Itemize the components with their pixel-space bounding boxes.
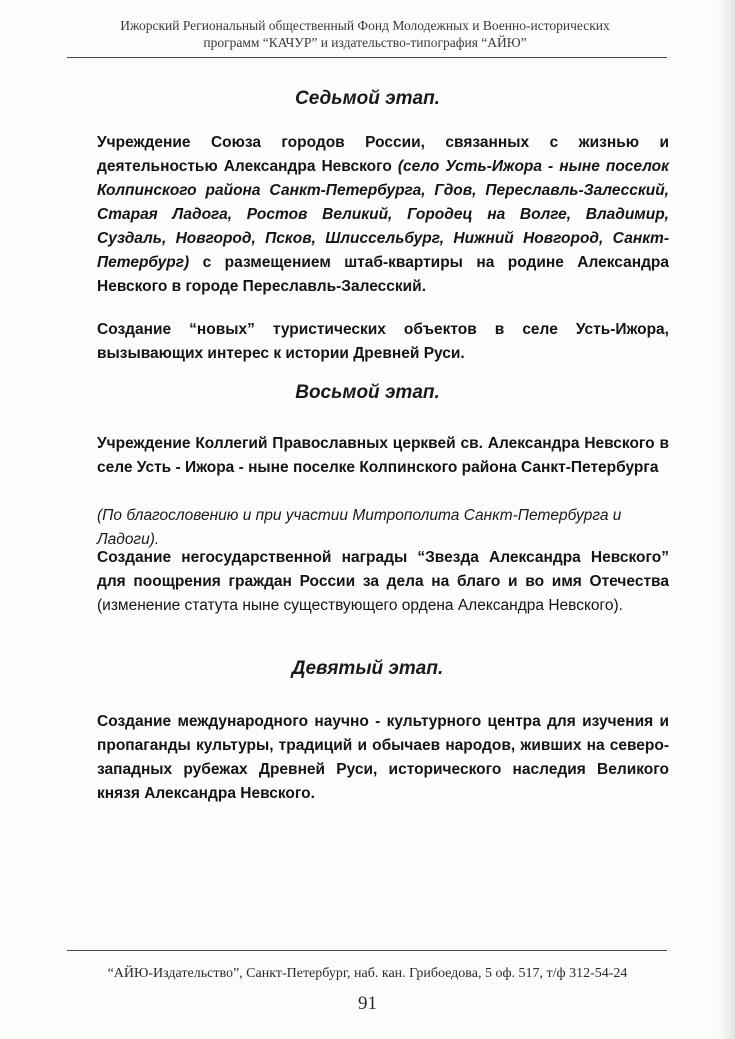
header-divider [67, 57, 667, 58]
section-title-ninth: Девятый этап. [291, 658, 444, 679]
page-edge-shadow [717, 0, 735, 1039]
ninth-p1: Создание международного научно - культурного центра для изучения и пропаганды культуры, традиций и обычаев народов, живших на северо-западных рубежах Древней Руси, исторического наследия Великого князя Александра Невского. [97, 713, 669, 802]
header-line-2: программ “КАЧУР” и издательство-типография “АЙЮ” [203, 35, 527, 50]
section-eighth-paragraph-1 [97, 432, 669, 480]
section-ninth-paragraph-1 [97, 710, 669, 806]
section-seventh-paragraph-1 [97, 131, 669, 299]
section-eighth-note [97, 504, 669, 552]
section-seventh-paragraph-2 [97, 318, 669, 366]
section-title-seventh: Седьмой этап. [295, 88, 440, 109]
seventh-p1-tail: с размещением штаб-квартиры на родине Александра Невского в городе Переславль-Залесский. [97, 254, 669, 295]
eighth-p2-normal: (изменение статута ныне существующего ордена Александра Невского). [97, 597, 623, 614]
footer-divider [67, 950, 667, 951]
section-title-eighth: Восьмой этап. [295, 382, 440, 403]
header-line-1: Ижорский Региональный общественный Фонд Молодежных и Военно-исторических [120, 18, 610, 33]
eighth-p2-bold: Создание негосударственной награды “Звезда Александра Невского” для поощрения граждан России за дела на благо и во имя Отечества [97, 549, 669, 590]
page-header [60, 17, 670, 51]
seventh-p1-bold: Учреждение Союза городов России, связанных с жизнью и деятельностью Александра Невского [97, 134, 669, 175]
page-footer: “АЙЮ-Издательство”, Санкт-Петербург, наб. кан. Грибоедова, 5 оф. 517, т/ф 312-54-24 [107, 966, 628, 981]
seventh-p1-italic: (село Усть-Ижора - ныне поселок Колпинского района Санкт-Петербурга, Гдов, Переславль-Залесский, Старая Ладога, Ростов Великий, Городец на Волге, Владимир, Суздаль, Новгород, Псков, Шлиссельбург, Нижний Новгород, Санкт-Петербург) [97, 158, 669, 271]
section-eighth-paragraph-2 [97, 546, 669, 618]
eighth-p1-bold: Учреждение Коллегий Православных церквей св. Александра Невского в селе Усть - Ижора - ныне поселке Колпинского района Санкт-Петербурга [97, 435, 669, 476]
page-number: 91 [358, 993, 377, 1014]
eighth-p1-italic: (По благословению и при участии Митрополита Санкт-Петербурга и Ладоги). [97, 507, 622, 548]
seventh-p2: Создание “новых” туристических объектов в селе Усть-Ижора, вызывающих интерес к истории Древней Руси. [97, 321, 669, 362]
